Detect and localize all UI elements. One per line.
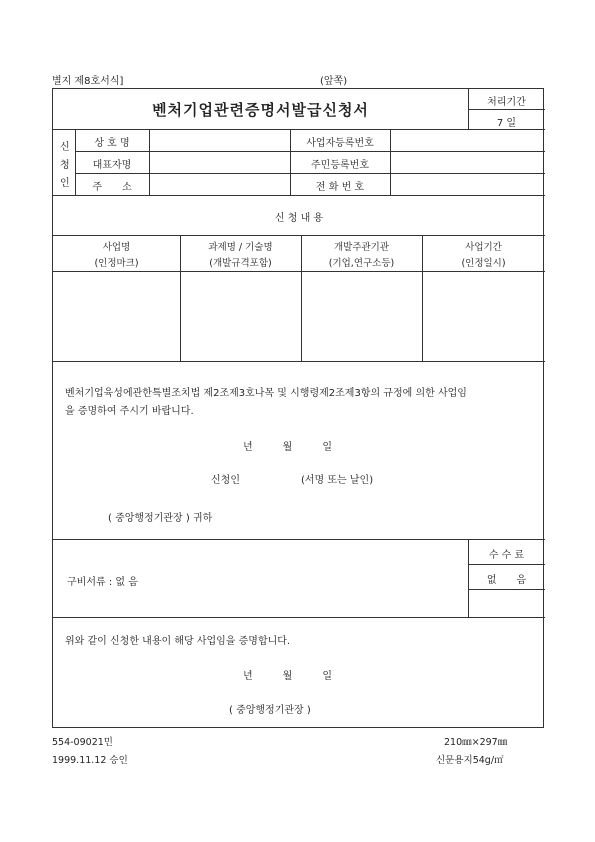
- representative-label: 대표자명: [92, 160, 132, 171]
- applicant-label-1: 신: [60, 142, 70, 153]
- certification-text: 위와 같이 신청한 내용이 해당 사업임을 증명합니다.: [65, 636, 291, 647]
- resident-reg-label: 주민등록번호: [311, 160, 369, 171]
- phone-field[interactable]: [391, 174, 544, 194]
- processing-period-label: 처리기간: [487, 97, 526, 108]
- org-cell[interactable]: [302, 272, 421, 360]
- col-task-name-sub: (개발규격포함): [209, 258, 272, 269]
- task-name-cell[interactable]: [181, 272, 300, 360]
- sign-note: (서명 또는 날인): [301, 475, 374, 486]
- fee-value: 없 음: [486, 575, 527, 586]
- resident-reg-field[interactable]: [391, 152, 544, 172]
- applicant-sign-field[interactable]: [249, 469, 299, 483]
- certification-date: 년 월 일: [243, 671, 332, 682]
- documents-label: 구비서류 : 없 음: [67, 577, 138, 588]
- statement-line-1: 벤처기업육성에관한특별조치법 제2조제3호나목 및 시행령제2조제3항의 규정에 의한 사업임: [65, 388, 467, 399]
- business-reg-label: 사업자등록번호: [306, 138, 374, 149]
- applicant-label-2: 청: [60, 160, 70, 171]
- col-org-sub: (기업,연구소등): [328, 258, 395, 269]
- col-task-name: 과제명 / 기술명: [208, 242, 273, 253]
- business-reg-field[interactable]: [391, 130, 544, 150]
- form-title: 벤처기업관련증명서발급신청서: [152, 101, 369, 119]
- processing-period-value: 7 일: [496, 118, 517, 129]
- paper-size: 210㎜×297㎜: [444, 737, 508, 748]
- col-period-sub: (인정일시): [461, 258, 506, 269]
- phone-label: 전 화 번 호: [315, 182, 365, 193]
- certification-issuer: ( 중앙행정기관장 ): [229, 705, 311, 716]
- representative-field[interactable]: [150, 152, 289, 172]
- approval-date: 1999.11.12 승인: [52, 755, 128, 766]
- col-period: 사업기간: [465, 242, 502, 253]
- statement-date: 년 월 일: [243, 442, 332, 453]
- company-name-field[interactable]: [150, 130, 289, 150]
- project-name-cell[interactable]: [54, 272, 179, 360]
- paper-type: 신문용지54g/㎡: [436, 755, 504, 766]
- applicant-label-3: 인: [60, 178, 70, 189]
- form-code: 554-09021민: [52, 737, 113, 748]
- form-number: 별지 제8호서식]: [52, 76, 124, 87]
- col-project-name-sub: (인정마크): [94, 258, 139, 269]
- form-frame: [52, 88, 544, 728]
- statement-line-2: 을 증명하여 주시기 바랍니다.: [65, 406, 194, 417]
- address-label: 주 소: [92, 182, 132, 193]
- request-section-title: 신 청 내 용: [274, 213, 324, 224]
- col-project-name: 사업명: [102, 242, 131, 253]
- period-cell[interactable]: [423, 272, 544, 360]
- address-field[interactable]: [150, 174, 289, 194]
- addressee: ( 중앙행정기관장 ) 귀하: [108, 513, 213, 524]
- applicant-sign-label: 신청인: [211, 475, 240, 486]
- page-side-label: (앞쪽): [320, 76, 348, 87]
- company-name-label: 상 호 명: [94, 138, 130, 149]
- col-org: 개발주관기관: [333, 242, 390, 253]
- fee-label: 수 수 료: [488, 550, 525, 561]
